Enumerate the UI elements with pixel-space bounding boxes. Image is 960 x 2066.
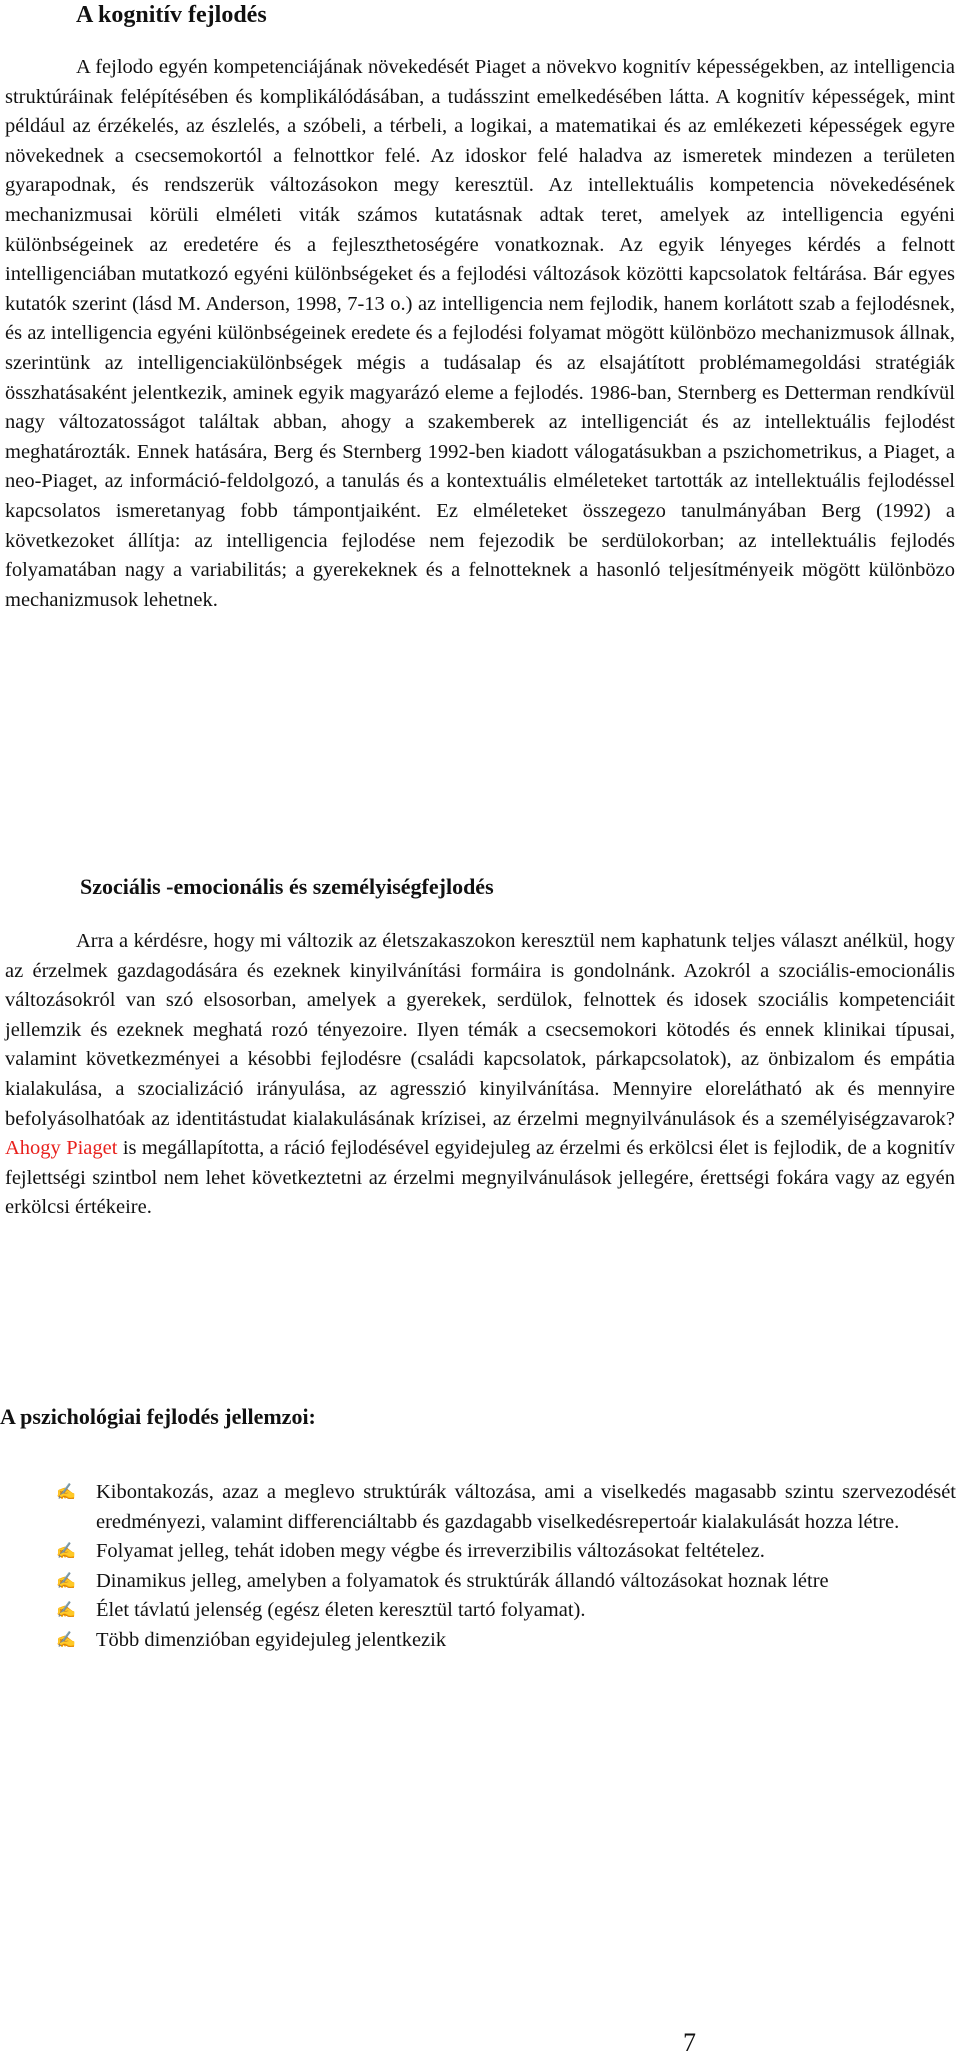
section-title-cognitive: A kognitív fejlodés — [76, 2, 267, 28]
characteristics-list — [56, 1478, 956, 1656]
list-item-text: Kibontakozás, azaz a meglevo struktúrák változása, ami a viselkedés magasabb szintu szervezodését eredményezi, valamint differenciáltabb és gazdagabb viselkedésrepertoár kialakulását hozza létre. — [96, 1481, 956, 1533]
list-item-text: Folyamat jelleg, tehát idoben megy végbe és irreverzibilis változásokat feltételez. — [96, 1540, 765, 1563]
page-number: 7 — [683, 2028, 696, 2057]
paragraph-social-emotional — [5, 927, 955, 1223]
section-title-social-emotional: Szociális -emocionális és személyiségfejlodés — [80, 874, 494, 899]
paragraph-cognitive: A fejlodo egyén kompetenciájának növekedését Piaget a növekvo kognitív képességekben, az intelligencia struktúráinak felépítésében és komplikálódásában, a tudásszint emelkedésében látta. A kognitív képességek, mint például az érzékelés, az észlelés, a szóbeli, a térbeli, a logikai, a matematikai és az emlékezeti képességek egyre növekednek a csecsemokortól a felnottkor felé. Az idoskor felé haladva az ismeretek mindezen a területen gyarapodnak, és rendszerük változásokon megy keresztül. Az intellektuális kompetencia növekedésének mechanizmusai körüli elméleti viták számos kutatásnak adtak teret, amelyek az intelligencia egyéni különbségeinek az eredetére és a fejleszthetoségére vonatkoznak. Az egyik lényeges kérdés a felnott intelligenciában mutatkozó egyéni különbségeket és a fejlodési változások közötti kapcsolatok feltárása. Bár egyes kutatók szerint (lásd M. Anderson, 1998, 7-13 o.) az intelligencia nem fejlodik, hanem korlátott szab a fejlodésnek, és az intelligencia egyéni különbségeinek eredete és a fejlodési folyamat mögött különbözo mechanizmusok állnak, szerintünk az intelligenciakülönbségek mégis a tudásalap és az elsajátított problémamegoldási stratégiák összhatásaként jelentkezik, aminek egyik magyarázó eleme a fejlodés. 1986-ban, Sternberg es Detterman rendkívül nagy változatosságot találtak abban, ahogy a szakemberek az intelligenciát és az intellektuális fejlodést meghatározták. Ennek hatására, Berg és Sternberg 1992-ben kiadott válogatásukban a pszichometrikus, a Piaget, a neo-Piaget, az információ-feldolgozó, a tanulás és a kontextuális elméleteket tartották az intellektuális fejlodéssel kapcsolatos ismeretanyag fobb támpontjaiként. Ez elméleteket összegezo tanulmányában Berg (1992) a következoket állítja: az intelligencia fejlodése nem fejezodik be serdülokorban; az intellektuális fejlodés folyamatában nagy a variabilitás; a gyerekeknek és a felnotteknek a hasonló teljesítményeik mögött különbözo mechanizmusok lehetnek. — [5, 56, 955, 611]
section-title-characteristics: A pszichológiai fejlodés jellemzoi: — [0, 1404, 316, 1429]
list-item — [56, 1537, 956, 1567]
pen-bullet-icon: ✍ — [56, 1484, 76, 1501]
list-item-text: Több dimenzióban egyidejuleg jelentkezik — [96, 1628, 447, 1651]
list-item — [56, 1567, 956, 1597]
pen-bullet-icon: ✍ — [56, 1543, 76, 1561]
list-item — [56, 1626, 956, 1656]
pen-bullet-icon: ✍ — [56, 1602, 76, 1620]
list-item — [56, 1596, 956, 1626]
list-item-text: Dinamikus jelleg, amelyben a folyamatok és struktúrák állandó változásokat hoznak létre — [96, 1569, 829, 1592]
paragraph-text-part-2: is megállapította, a ráció fejlodésével egyidejuleg az érzelmi és erkölcsi élet is fejlodik, de a kognitív fejlettségi szintbol nem lehet következtetni az érzelmi megnyilvánulások jellegére, érettségi fokára vagy az egyén erkölcsi értékeire. — [5, 1137, 955, 1219]
paragraph-text-part-1: Arra a kérdésre, hogy mi változik az életszakaszokon keresztül nem kaphatunk teljes választ anélkül, hogy az érzelmek gazdagodására és ezeknek kinyilvánítási formáira is gondolnánk. Azokról a szociális-emocionális változásokról van szó elsosorban, amelyek a gyerekek, serdülok, felnottek és idosek szociális kompetenciáit jellemzik és ezeknek meghatá rozó tényezoire. Ilyen témák a csecsemokori kötodés és ennek klinikai típusai, valamint következményei a késobbi fejlodésre (családi kapcsolatok, párkapcsolatok), az önbizalom és empátia kialakulása, a szocializáció irányulása, az agresszió kinyilvánítása. Mennyire elorelátható ak és mennyire befolyásolhatóak az identitástudat kialakulásának krízisei, az érzelmi megnyilvánulások és a személyiségzavarok? — [5, 930, 955, 1130]
highlighted-text: Ahogy Piaget — [5, 1137, 118, 1160]
list-item — [56, 1478, 956, 1537]
pen-bullet-icon: ✍ — [56, 1631, 76, 1649]
list-item-text: Élet távlatú jelenség (egész életen keresztül tartó folyamat). — [96, 1599, 586, 1622]
pen-bullet-icon: ✍ — [56, 1572, 76, 1590]
